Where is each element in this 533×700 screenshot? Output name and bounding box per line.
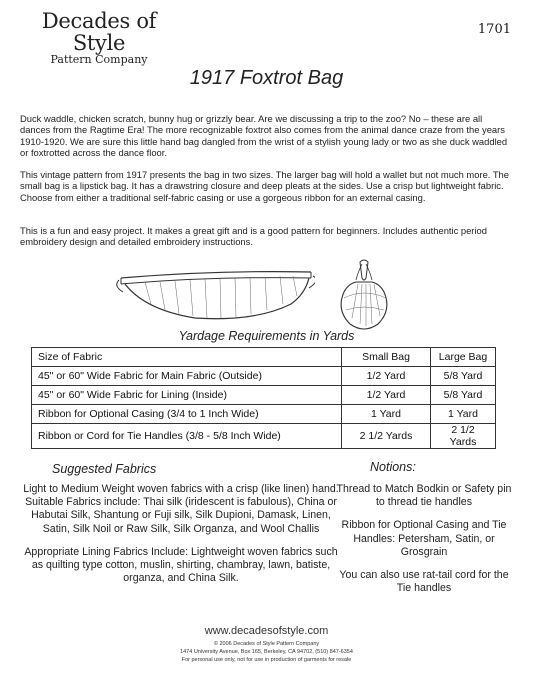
yardage-table <box>31 347 496 449</box>
table-row <box>32 386 496 405</box>
table-cell: 1 Yard <box>431 405 496 424</box>
table-cell: 1/2 Yard <box>342 367 431 386</box>
yardage-heading: Yardage Requirements in Yards <box>178 329 355 343</box>
table-row <box>32 424 496 449</box>
table-cell: 1/2 Yard <box>342 386 431 405</box>
address-line: 1474 University Avenue, Box 165, Berkeley, CA 94702, (510) 847-6354 <box>180 649 353 655</box>
suggested-fabrics-heading: Suggested Fabrics <box>52 462 157 476</box>
notions-cord-text: You can also use rat-tail cord for the Tie handles <box>339 569 509 595</box>
small-bag-illustration <box>330 258 400 338</box>
brand-subtitle: Pattern Company <box>50 53 148 66</box>
usage-notice: For personal use only, not for use in production of garments for resale <box>181 657 352 663</box>
table-cell: 45" or 60" Wide Fabric for Lining (Inside) <box>32 386 342 405</box>
suggested-fabrics-text: Light to Medium Weight woven fabrics with a crisp (like linen) hand. Suitable Fabrics include: Thai silk (iridescent is fabulous), China or Habutai Silk, Shantung or Fuji silk, Silk Dupioni, Damask, Linen, Satin, Silk Noil or Raw Silk, Silk Organza, and Wool Challis <box>23 483 339 535</box>
description-paragraph: This vintage pattern from 1917 presents the bag in two sizes. The larger bag will hold a wallet but not much more. The small bag is a lipstick bag. It has a drawstring closure and deep pleats at the sides. Use a crisp but lightweight fabric. Choose from either a traditional self-fabric casing or use a gorgeous ribbon for an external casing. <box>20 169 509 203</box>
lining-fabrics-text: Appropriate Lining Fabrics Include: Lightweight woven fabrics such as quilting type cotton, muslin, shirting, chambray, lawn, batiste, organza, and China Silk. <box>24 545 338 585</box>
intro-paragraph: Duck waddle, chicken scratch, bunny hug or grizzly bear. Are we discussing a trip to the zoo? No – these are all dances from the Ragtime Era! The more recognizable foxtrot also comes from the animal dance craze from the years 1910-1920. We are sure this little hand bag dangled from the wrist of a stylish young lady or two as she duck waddled or foxtrotted across the dance floor. <box>20 113 508 158</box>
page-title: 1917 Foxtrot Bag <box>189 67 344 89</box>
table-row <box>32 367 496 386</box>
table-cell: Small Bag <box>342 348 431 367</box>
table-cell: 2 1/2 Yards <box>342 424 431 449</box>
table-cell: 45" or 60" Wide Fabric for Main Fabric (Outside) <box>32 367 342 386</box>
table-cell: 2 1/2 Yards <box>431 424 496 449</box>
brand-name: Decades of Style <box>41 9 157 55</box>
table-cell: 5/8 Yard <box>431 367 496 386</box>
table-header-row <box>32 348 496 367</box>
large-bag-illustration <box>115 262 315 324</box>
table-cell: 5/8 Yard <box>431 386 496 405</box>
notions <box>336 483 512 595</box>
table-cell: Large Bag <box>431 348 496 367</box>
copyright-notice: © 2006 Decades of Style Pattern Company <box>213 641 320 647</box>
notions-ribbon-text: Ribbon for Optional Casing and Tie Handles: Petersham, Satin, or Grosgrain <box>341 519 507 558</box>
details-paragraph: This is a fun and easy project. It makes a great gift and is a good pattern for beginners. Includes authentic period embroidery design and detailed embroidery instructions. <box>20 225 487 248</box>
brand-logo <box>14 10 184 66</box>
pattern-number: 1701 <box>477 22 511 37</box>
table-cell: Size of Fabric <box>32 348 342 367</box>
table-row <box>32 405 496 424</box>
notions-thread-text: Thread to Match Bodkin or Safety pin to thread tie handles <box>336 483 512 509</box>
table-cell: Ribbon or Cord for Tie Handles (3/8 - 5/8 Inch Wide) <box>32 424 342 449</box>
website-link[interactable]: www.decadesofstyle.com <box>204 625 329 637</box>
table-cell: Ribbon for Optional Casing (3/4 to 1 Inch Wide) <box>32 405 342 424</box>
suggested-fabrics <box>20 483 342 585</box>
table-cell: 1 Yard <box>342 405 431 424</box>
notions-heading: Notions: <box>370 460 416 474</box>
